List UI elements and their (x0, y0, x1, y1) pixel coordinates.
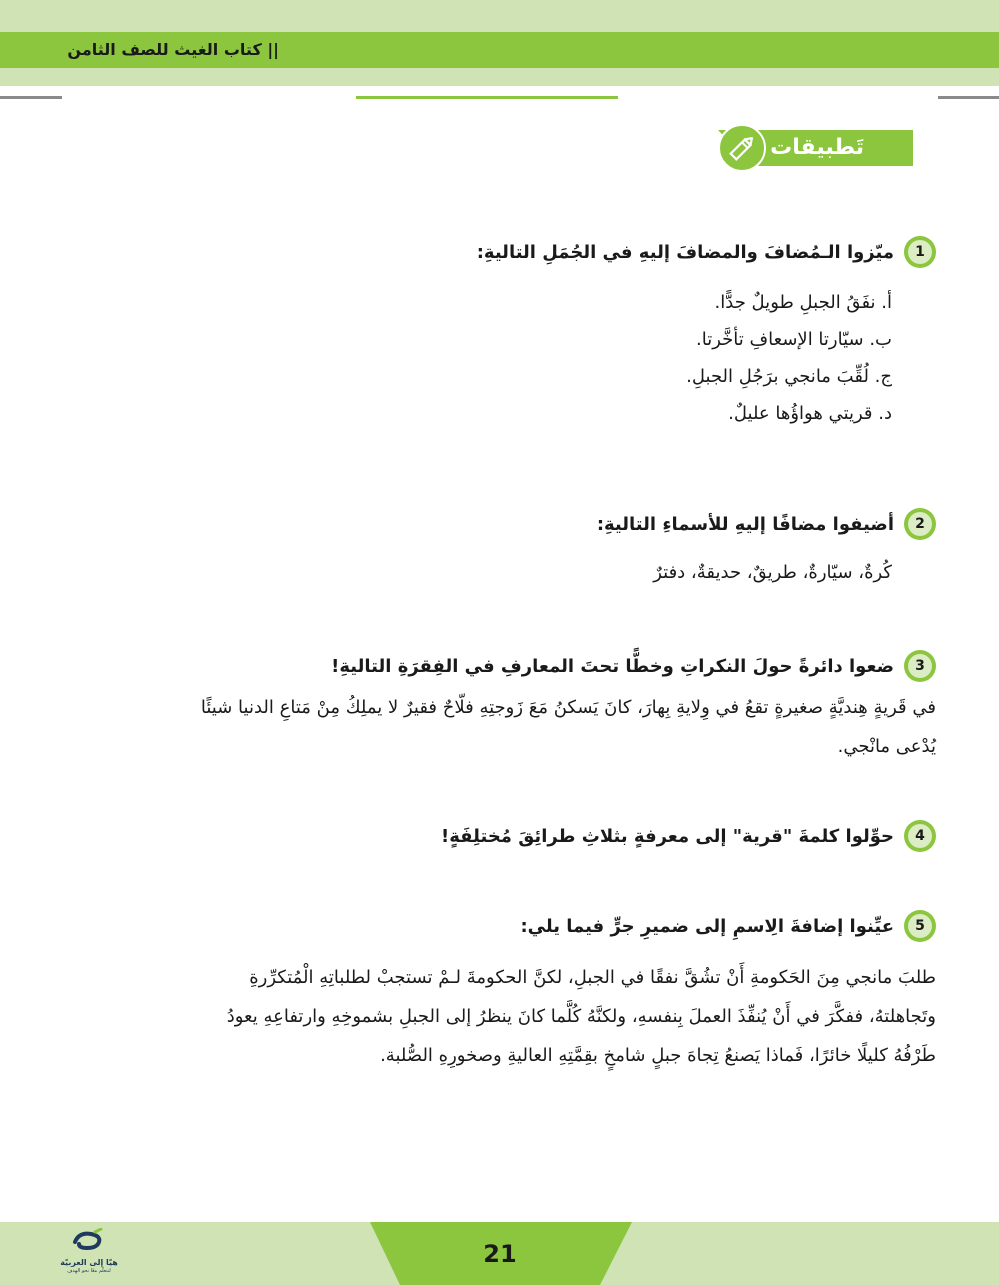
question-title: حوِّلوا كلمةَ "قرية" إلى معرفةٍ بثلاثِ طرائِقَ مُختلِفَةٍ! (441, 825, 894, 847)
divider-left (0, 96, 62, 99)
question-3 (56, 644, 936, 766)
book-title: || كتاب الغيث للصف الثامن (67, 40, 279, 59)
question-4 (56, 814, 936, 858)
page-number: 21 (483, 1240, 517, 1268)
header-top-band (0, 0, 999, 32)
question-number-badge: 1 (904, 236, 936, 268)
section-label (718, 124, 940, 172)
question-1 (56, 230, 936, 432)
logo-text: هيّا إلى العربيّة (60, 1258, 118, 1267)
question-number-badge: 3 (904, 650, 936, 682)
question-2 (56, 502, 936, 591)
paragraph-line: في قَريةٍ هِنديَّةٍ صغيرةٍ تقعُ في وِلايةِ بِهارَ، كانَ يَسكنُ مَعَ زَوجتِهِ فلّاحٌ فقيرٌ لا يملِكُ مِنْ مَتاعِ الدنيا شيئًا (200, 697, 936, 718)
question-number-badge: 5 (904, 910, 936, 942)
question-title: ميّزوا الـمُضافَ والمضافَ إليهِ في الجُمَلِ التاليةِ: (476, 241, 894, 263)
header-bottom-band (0, 68, 999, 86)
logo-mark-icon (69, 1228, 109, 1254)
paragraph-line: طَرْفُهُ كليلًا خائرًا، فَماذا يَصنعُ تِجاهَ جبلٍ شامخٍ بقِمَّتِهِ العاليةِ وصخورِهِ الصُّلبة. (380, 1045, 936, 1066)
paragraph-line: طلبَ مانجي مِنَ الحَكومةِ أَنْ تشُقَّ نفقًا في الجبلِ، لكنَّ الحكومةَ لـمْ تستجبْ لطلباتِهِ الْمُتكرِّرةِ (249, 967, 936, 988)
list-item: كُرةٌ، سيّارةٌ، طريقٌ، حديقةٌ، دفترٌ (653, 562, 892, 583)
paragraph-line: وتَجاهلتهُ، ففكَّرَ في أَنْ يُنفِّذَ العملَ بِنفسهِ، ولكنَّهُ كُلَّما كانَ ينظرُ إلى الجبلِ بشموخِهِ وارتفاعِهِ يعودُ (226, 1006, 936, 1027)
logo-subtext: لنتعلّم معًا نحو الهدف (67, 1268, 111, 1274)
paragraph-line: يُدْعى مانْجي. (837, 736, 936, 757)
section-title: تَطبيقات (770, 135, 864, 160)
question-number-badge: 2 (904, 508, 936, 540)
question-title: أضيفوا مضافًا إليهِ للأسماءِ التاليةِ: (596, 513, 894, 535)
question-number-badge: 4 (904, 820, 936, 852)
divider-center (356, 96, 618, 99)
list-item: أ. نفَقُ الجبلِ طويلٌ جدًّا. (714, 292, 892, 313)
list-item: د. قريتي هواؤُها عليلٌ. (728, 403, 892, 424)
publisher-logo (54, 1228, 124, 1280)
list-item: ب. سيّارتا الإسعافِ تأخَّرتا. (696, 329, 892, 350)
question-title: ضعوا دائرةً حولَ النكراتِ وخطًّا تحتَ المعارفِ في الفِقرَةِ التاليةِ! (331, 655, 894, 677)
list-item: ج. لُقِّبَ مانجي برَجُلِ الجبلِ. (686, 366, 892, 387)
divider-right (938, 96, 999, 99)
pencil-icon (718, 124, 766, 172)
question-title: عيِّنوا إضافةَ الِاسمِ إلى ضميرِ جرٍّ فيما يلي: (520, 915, 894, 937)
question-5 (56, 904, 936, 1075)
